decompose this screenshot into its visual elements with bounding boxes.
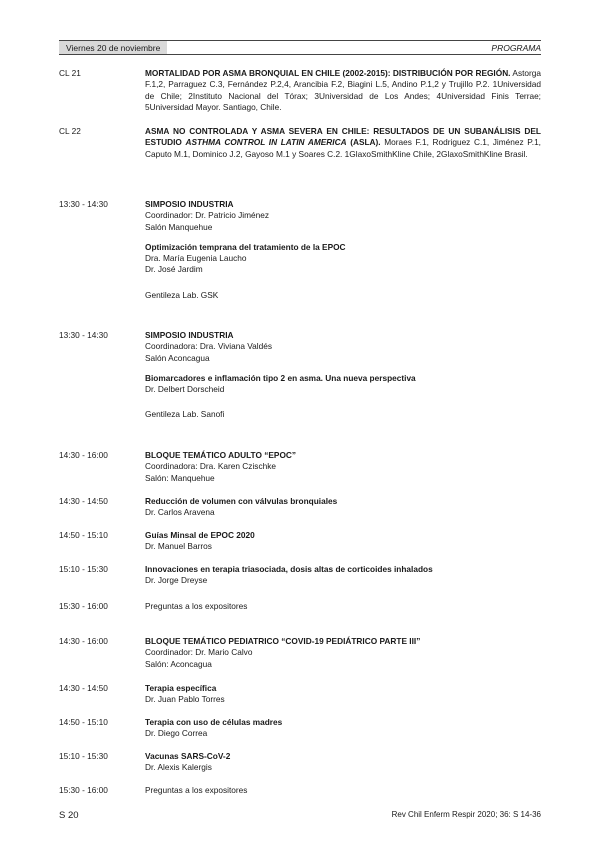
- abstract-title-italic: ASTHMA CONTROL IN LATIN AMERICA: [185, 137, 347, 148]
- item-title: Guías Minsal de EPOC 2020: [145, 530, 255, 540]
- page-header: [59, 40, 541, 55]
- talk-speaker: Dra. María Eugenia Laucho: [145, 253, 247, 264]
- item-time: 15:30 - 16:00: [59, 785, 108, 795]
- session-coordinator: Coordinador: Dr. Mario Calvo: [145, 647, 253, 658]
- session-time: 13:30 - 14:30: [59, 330, 108, 340]
- journal-citation: Rev Chil Enferm Respir 2020; 36: S 14-36: [391, 810, 541, 819]
- item-title: Terapia con uso de células madres: [145, 717, 283, 727]
- header-day: Viernes 20 de noviembre: [59, 40, 167, 55]
- item-time: 14:50 - 15:10: [59, 717, 108, 727]
- sponsor-note: Gentileza Lab. Sanofi: [145, 409, 225, 420]
- session-time: 14:30 - 16:00: [59, 450, 108, 460]
- item-time: 14:30 - 14:50: [59, 496, 108, 506]
- session-title: BLOQUE TEMÁTICO PEDIATRICO “COVID-19 PEDIÁTRICO PARTE III”: [145, 636, 421, 646]
- item-speaker: Dr. Jorge Dreyse: [145, 575, 208, 586]
- schedule-item: [59, 496, 541, 519]
- abstract-cl22: [59, 126, 541, 160]
- item-title: Terapia específica: [145, 683, 217, 693]
- item-speaker: Dr. Carlos Aravena: [145, 507, 215, 518]
- abstract-code: CL 21: [59, 68, 81, 78]
- item-title: Reducción de volumen con válvulas bronquiales: [145, 496, 338, 506]
- symposium-1: [59, 199, 541, 301]
- item-title: Innovaciones en terapia triasociada, dosis altas de corticoides inhalados: [145, 564, 433, 574]
- schedule-item: [59, 564, 541, 587]
- session-title: BLOQUE TEMÁTICO ADULTO “EPOC”: [145, 450, 297, 460]
- block-adult-header: [59, 450, 541, 484]
- schedule-item-questions: [59, 601, 541, 612]
- session-coordinator: Coordinador: Dr. Patricio Jiménez: [145, 210, 270, 221]
- item-speaker: Dr. Juan Pablo Torres: [145, 694, 225, 705]
- session-room: Salón: Manquehue: [145, 472, 215, 483]
- session-room: Salón Aconcagua: [145, 352, 210, 363]
- abstract-cl21: [59, 68, 541, 113]
- session-time: 14:30 - 16:00: [59, 636, 108, 646]
- item-speaker: Dr. Alexis Kalergis: [145, 762, 212, 773]
- talk-title: Biomarcadores e inflamación tipo 2 en asma. Una nueva perspectiva: [145, 372, 416, 383]
- abstract-title: MORTALIDAD POR ASMA BRONQUIAL EN CHILE (2002-2015): DISTRIBUCIÓN POR REGIÓN.: [145, 68, 511, 78]
- item-title: Vacunas SARS-CoV-2: [145, 751, 231, 761]
- talk-speaker: Dr. Delbert Dorscheid: [145, 384, 225, 395]
- abstract-title-part2: (ASLA).: [350, 137, 381, 148]
- item-time: 15:10 - 15:30: [59, 564, 108, 574]
- header-section: PROGRAMA: [167, 40, 541, 55]
- session-coordinator: Coordinadora: Dra. Viviana Valdés: [145, 341, 272, 352]
- schedule-item: [59, 751, 541, 774]
- block-pediatric-header: [59, 636, 541, 670]
- session-coordinator: Coordinadora: Dra. Karen Czischke: [145, 461, 276, 472]
- abstract-title-part1: ASMA NO CONTROLADA Y ASMA SEVERA EN CHILE: RESULTADOS DE UN SUBANÁLISIS DEL ESTUDIO: [145, 126, 541, 148]
- page-number: S 20: [59, 810, 79, 821]
- symposium-2: [59, 330, 541, 421]
- session-title: SIMPOSIO INDUSTRIA: [145, 330, 234, 340]
- schedule-item: [59, 683, 541, 706]
- item-time: 14:50 - 15:10: [59, 530, 108, 540]
- item-time: 15:10 - 15:30: [59, 751, 108, 761]
- session-room: Salón: Aconcagua: [145, 658, 212, 669]
- talk-speaker: Dr. José Jardim: [145, 264, 203, 275]
- sponsor-note: Gentileza Lab. GSK: [145, 289, 219, 300]
- schedule-item: [59, 530, 541, 553]
- talk-title: Optimización temprana del tratamiento de la EPOC: [145, 241, 346, 252]
- abstract-authors: Moraes F.1, Rodriguez C.1, Jiménez P.1, Caputo M.1, Dominico J.2, Gayoso M.1 y Soares C.2. 1GlaxoSmithKline Chile, 2GlaxoSmithKline Brasil.: [145, 137, 541, 159]
- item-time: 15:30 - 16:00: [59, 601, 108, 611]
- item-speaker: Dr. Manuel Barros: [145, 541, 212, 552]
- session-title: SIMPOSIO INDUSTRIA: [145, 199, 234, 209]
- abstract-authors: Astorga F.1,2, Parraguez C.3, Fernández P.2,4, Arancibia F.2, Biagini L.5, Andino P.1,2 y Trujillo P.2. 1Universidad de Chile; 2Instituto Nacional del Tórax; 3Universidad de Los Andes; 4Universidad Finis Terrae; 5Universidad Mayor. Santiago, Chile.: [145, 68, 541, 112]
- item-title: Preguntas a los expositores: [145, 601, 248, 611]
- schedule-item: [59, 717, 541, 740]
- item-title: Preguntas a los expositores: [145, 785, 248, 795]
- session-room: Salón Manquehue: [145, 221, 213, 232]
- abstract-code: CL 22: [59, 126, 81, 136]
- item-time: 14:30 - 14:50: [59, 683, 108, 693]
- session-time: 13:30 - 14:30: [59, 199, 108, 209]
- schedule-item-questions: [59, 785, 541, 796]
- item-speaker: Dr. Diego Correa: [145, 728, 208, 739]
